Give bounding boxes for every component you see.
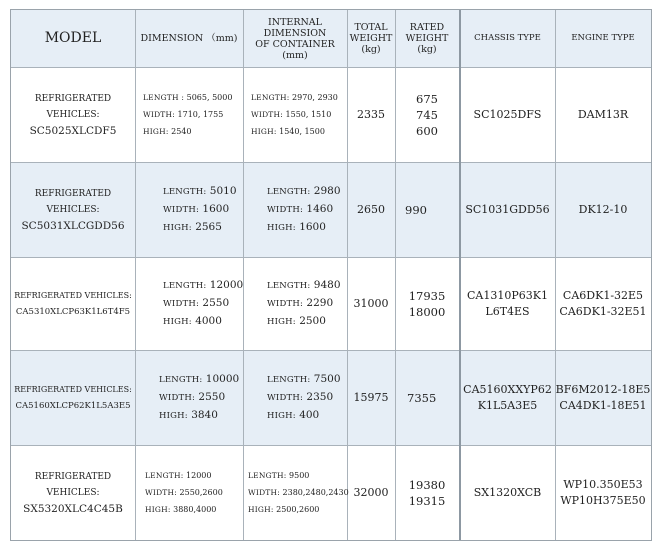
total-weight-value: 2650 [357, 202, 385, 216]
width-label: WIDTH: [159, 392, 196, 403]
model-cell [11, 67, 135, 162]
model-cell [11, 350, 135, 445]
header-dimension [135, 10, 243, 67]
total-weight-value: 2335 [357, 107, 385, 121]
width-value: 1600 [202, 202, 230, 215]
spec-table [10, 9, 652, 541]
header-rated-line: WEIGHT [405, 33, 449, 44]
chassis-type-cell [460, 162, 555, 257]
length-value: 5010 [209, 184, 237, 197]
high-value: 2500,2600 [276, 505, 320, 514]
length-label: LENGTH: [145, 471, 184, 480]
header-engine-label: ENGINE TYPE [571, 33, 635, 43]
header-total-line: TOTAL [354, 22, 388, 33]
length-label: LENGTH: [163, 186, 207, 197]
rated-weight-cell [395, 162, 459, 257]
high-value: 400 [299, 408, 320, 421]
length-value: 9480 [313, 278, 341, 291]
internal-dimension-cell [243, 257, 347, 350]
length-value: 12000 [186, 471, 212, 480]
header-total-line: (kg) [361, 44, 381, 55]
length-value: 9500 [289, 471, 310, 480]
engine-type-value: DAM13R [577, 107, 629, 121]
model-code: SC5031XLCGDD56 [21, 219, 125, 232]
chassis-type-value: SC1031GDD56 [465, 202, 550, 216]
width-label: WIDTH: [267, 298, 304, 309]
width-value: 1710, 1755 [177, 110, 224, 119]
rated-weight-value: 18000 [408, 304, 446, 319]
width-label: WIDTH: [163, 204, 200, 215]
high-label: HIGH: [267, 222, 296, 233]
model-category: REFRIGERATED VEHICLES: [34, 188, 112, 215]
width-value: 1550, 1510 [285, 110, 332, 119]
length-label: LENGTH: [159, 374, 203, 385]
engine-type-cell [555, 257, 651, 350]
total-weight-cell [347, 257, 395, 350]
rated-weight-cell [395, 445, 459, 540]
engine-type-value: CA6DK1-32E5 [562, 288, 644, 302]
high-value: 2500 [299, 314, 326, 327]
total-weight-cell [347, 67, 395, 162]
model-category: REFRIGERATED VEHICLES: [14, 384, 132, 394]
header-internal-line: INTERNAL [268, 16, 322, 28]
chassis-type-value: L6T4ES [485, 304, 530, 318]
engine-type-cell [555, 67, 651, 162]
width-label: WIDTH: [267, 204, 304, 215]
high-value: 2565 [195, 220, 222, 233]
width-label: WIDTH: [143, 110, 175, 119]
engine-type-value: BF6M2012-18E5 [555, 382, 651, 396]
width-value: 1460 [306, 202, 334, 215]
length-value: 7500 [313, 372, 341, 385]
high-value: 2540 [171, 127, 192, 136]
width-label: WIDTH: [145, 488, 177, 497]
header-engine-type [555, 10, 651, 67]
header-rated-line: RATED [409, 22, 445, 33]
internal-dimension-cell [243, 445, 347, 540]
header-internal-line: (mm) [282, 49, 308, 61]
model-category: REFRIGERATED VEHICLES: [34, 93, 112, 120]
rated-weight-cell [395, 257, 459, 350]
width-label: WIDTH: [163, 298, 200, 309]
total-weight-cell [347, 162, 395, 257]
high-label: HIGH: [143, 127, 169, 136]
width-value: 2550,2600 [179, 488, 223, 497]
header-total-weight [347, 10, 395, 67]
model-code: SX5320XLC4C45B [23, 502, 123, 515]
model-code: CA5310XLCP63K1L6T4F5 [15, 306, 131, 317]
high-label: HIGH: [267, 316, 296, 327]
width-value: 2290 [306, 296, 334, 309]
header-chassis-type [460, 10, 555, 67]
header-internal-dimension [243, 10, 347, 67]
high-value: 4000 [195, 314, 222, 327]
total-weight-value: 32000 [353, 485, 389, 499]
high-label: HIGH: [251, 127, 277, 136]
high-label: HIGH: [248, 505, 274, 514]
dimension-cell [135, 67, 243, 162]
width-label: WIDTH: [267, 392, 304, 403]
model-cell [11, 162, 135, 257]
dimension-cell [135, 445, 243, 540]
engine-type-value: WP10.350E53 [563, 477, 643, 491]
header-internal-line: OF CONTAINER [255, 38, 335, 50]
chassis-type-cell [460, 445, 555, 540]
length-label: LENGTH: [267, 374, 311, 385]
length-label: LENGTH: [267, 186, 311, 197]
rated-weight-value: 600 [416, 123, 438, 138]
total-weight-cell [347, 350, 395, 445]
rated-weight-value: 17935 [408, 288, 446, 303]
header-rated-line: (kg) [417, 44, 437, 55]
length-label: LENGTH: [248, 471, 287, 480]
length-value: 12000 [209, 278, 244, 291]
engine-type-value: WP10H375E50 [560, 493, 646, 507]
length-label: LENGTH: [163, 280, 207, 291]
high-label: HIGH: [163, 316, 192, 327]
engine-type-value: CA4DK1-18E51 [559, 398, 647, 412]
length-value: 5065, 5000 [186, 93, 233, 102]
model-category: REFRIGERATED VEHICLES: [14, 290, 132, 300]
engine-type-value: DK12-10 [578, 202, 628, 216]
width-value: 2550 [198, 390, 226, 403]
chassis-type-value: CA5160XXYP62 [463, 382, 552, 396]
chassis-type-value: SC1025DFS [473, 107, 542, 121]
high-value: 3840 [191, 408, 218, 421]
rated-weight-value: 745 [416, 107, 438, 122]
high-value: 1540, 1500 [279, 127, 325, 136]
length-value: 10000 [205, 372, 240, 385]
engine-type-cell [555, 350, 651, 445]
high-label: HIGH: [267, 410, 296, 421]
header-model [11, 10, 135, 67]
model-cell [11, 445, 135, 540]
header-rated-weight [395, 10, 459, 67]
total-weight-value: 15975 [353, 390, 389, 404]
width-value: 2380,2480,2430 [282, 488, 349, 497]
chassis-type-value: SX1320XCB [473, 485, 542, 499]
model-category: REFRIGERATED VEHICLES: [34, 471, 112, 498]
model-cell [11, 257, 135, 350]
rated-weight-cell [395, 350, 459, 445]
rated-weight-value: 19380 [408, 477, 446, 492]
engine-type-cell [555, 445, 651, 540]
dimension-cell [135, 257, 243, 350]
total-weight-cell [347, 445, 395, 540]
width-value: 2350 [306, 390, 334, 403]
rated-weight-value: 990 [405, 202, 427, 217]
model-code: CA5160XLCP62K1L5A3E5 [15, 400, 131, 411]
high-label: HIGH: [145, 505, 171, 514]
model-code: SC5025XLCDF5 [29, 124, 117, 137]
dimension-cell [135, 162, 243, 257]
length-label: LENGTH: [251, 93, 290, 102]
header-total-line: WEIGHT [349, 33, 393, 44]
engine-type-cell [555, 162, 651, 257]
dimension-cell [135, 350, 243, 445]
high-value: 1600 [299, 220, 326, 233]
internal-dimension-cell [243, 67, 347, 162]
length-value: 2970, 2930 [292, 93, 338, 102]
header-internal-line: DIMENSION [263, 27, 327, 39]
high-value: 3880,4000 [173, 505, 217, 514]
chassis-type-cell [460, 350, 555, 445]
length-label: LENGTH: [267, 280, 311, 291]
rated-weight-value: 7355 [407, 390, 437, 405]
rated-weight-value: 675 [416, 91, 438, 106]
width-label: WIDTH: [251, 110, 283, 119]
width-value: 2550 [202, 296, 230, 309]
total-weight-value: 31000 [353, 296, 389, 310]
rated-weight-cell [395, 67, 459, 162]
chassis-type-value: CA1310P63K1 [467, 288, 548, 302]
high-label: HIGH: [159, 410, 188, 421]
chassis-type-cell [460, 257, 555, 350]
high-label: HIGH: [163, 222, 192, 233]
chassis-type-cell [460, 67, 555, 162]
header-dimension-label: DIMENSION （mm) [140, 33, 238, 44]
chassis-type-value: K1L5A3E5 [477, 398, 538, 412]
header-model-label: MODEL [44, 30, 102, 46]
length-value: 2980 [313, 184, 341, 197]
width-label: WIDTH: [248, 488, 280, 497]
internal-dimension-cell [243, 350, 347, 445]
engine-type-value: CA6DK1-32E51 [559, 304, 647, 318]
rated-weight-value: 19315 [408, 493, 446, 508]
header-chassis-label: CHASSIS TYPE [474, 33, 541, 43]
internal-dimension-cell [243, 162, 347, 257]
length-label: LENGTH : [143, 93, 185, 102]
